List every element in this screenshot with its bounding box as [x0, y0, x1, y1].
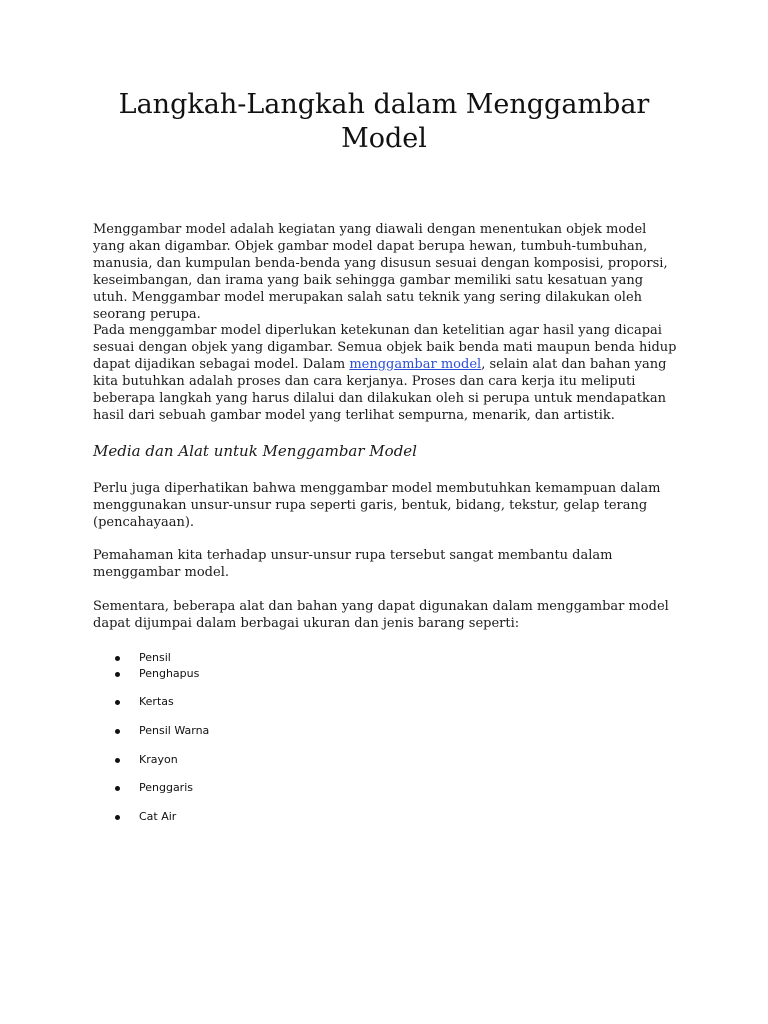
menggambar-model-link[interactable]: menggambar model [349, 357, 482, 372]
list-item-label: Pensil [139, 651, 171, 664]
bullet-icon [115, 700, 120, 705]
bullet-icon [115, 815, 120, 820]
section-subheading: Media dan Alat untuk Menggambar Model [93, 442, 417, 460]
bullet-icon [115, 656, 120, 661]
process-paragraph-text-after: , selain alat dan bahan yang kita butuhkan adalah proses dan cara kerjanya. Proses dan cara kerja itu meliputi beberapa langkah yang harus dilalui dan dilakukan oleh si perupa untuk mendapatkan hasil dari sebuah gambar model yang terlihat sempurna, menarik, dan artistik. [93, 357, 667, 423]
bullet-icon [115, 758, 120, 763]
list-item-label: Penggaris [139, 781, 193, 794]
tools-intro-paragraph: Sementara, beberapa alat dan bahan yang dapat digunakan dalam menggambar model dapat dijumpai dalam berbagai ukuran dan jenis barang seperti: [93, 599, 669, 631]
process-paragraph-text-before: Pada menggambar model diperlukan ketekunan dan ketelitian agar hasil yang dicapai sesuai dengan objek yang digambar. Semua objek baik benda mati maupun benda hidup dapat dijadikan sebagai model. Dalam [93, 323, 677, 372]
list-item-label: Krayon [139, 753, 178, 766]
bullet-icon [115, 672, 120, 677]
intro-paragraph: Menggambar model adalah kegiatan yang diawali dengan menentukan objek model yang akan digambar. Objek gambar model dapat berupa hewan, tumbuh-tumbuhan, manusia, dan kumpulan benda-benda yang disusun sesuai dengan komposisi, proporsi, keseimbangan, dan irama yang baik sehingga gambar memiliki satu kesatuan yang utuh. Menggambar model merupakan salah satu teknik yang sering dilakukan oleh seorang perupa. [93, 222, 668, 322]
bullet-icon [115, 729, 120, 734]
list-item-label: Cat Air [139, 810, 177, 823]
elements-paragraph: Perlu juga diperhatikan bahwa menggambar model membutuhkan kemampuan dalam menggunakan unsur-unsur rupa seperti garis, bentuk, bidang, tekstur, gelap terang (pencahayaan). [93, 481, 661, 530]
list-item-label: Penghapus [139, 667, 200, 680]
document-title: Langkah-Langkah dalam Menggambar Model [118, 89, 650, 154]
bullet-icon [115, 786, 120, 791]
understanding-paragraph: Pemahaman kita terhadap unsur-unsur rupa tersebut sangat membantu dalam menggambar model. [93, 548, 613, 580]
list-item-label: Kertas [139, 695, 174, 708]
list-item-label: Pensil Warna [139, 724, 210, 737]
